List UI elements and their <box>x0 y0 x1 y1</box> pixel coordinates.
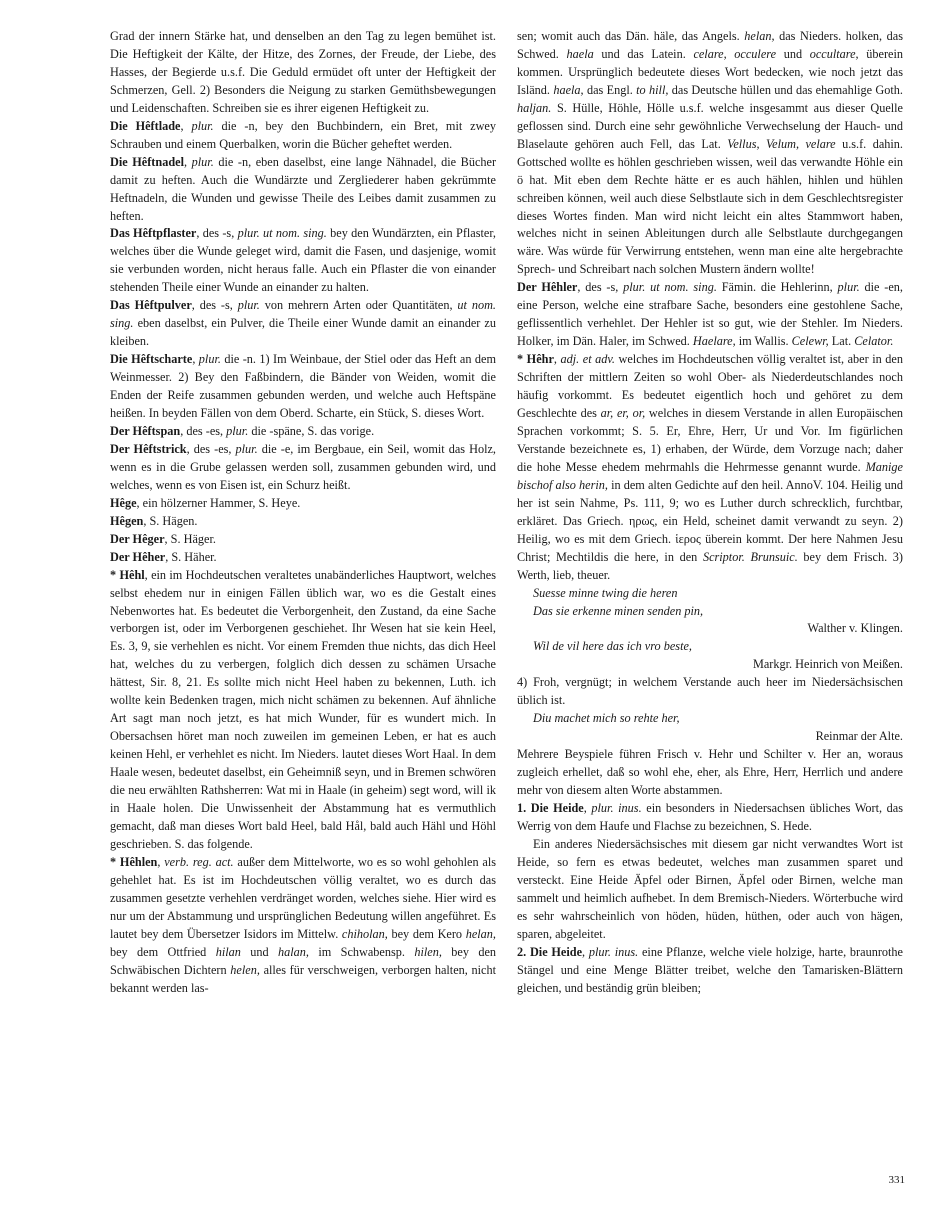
entry-text: , <box>553 352 561 367</box>
entry-text: die -n, bey den Buchbindern, ein Bret, mit zwey Schrauben und einem Querbalken, worin die Bücher geheftet werden. <box>110 118 496 151</box>
entry-headword: Das Hêftpflaster <box>110 226 197 241</box>
verse-line: Suesse minne twing die heren <box>533 585 678 600</box>
dictionary-entry <box>517 279 903 351</box>
verse-line: Diu machet mich so rehte her, <box>533 711 680 726</box>
entry-text: , <box>157 854 165 869</box>
entry-headword: 2. Die Heide <box>517 944 583 959</box>
entry-text: sen; womit auch das Dän. häle, das Angels. <box>517 29 745 43</box>
dictionary-entry <box>517 836 903 944</box>
dictionary-entry <box>110 549 496 567</box>
entry-text: die -en, eine Person, welche eine strafbare Sache, besonders eine gestohlene Sache, geflissentlich verhehlet. Der Hehler ist so gut, wie der Stehler. Im Nieders. Holker, im Dän. Haler, im Schwed. <box>517 280 903 349</box>
entry-text: bey dem Kero <box>387 926 466 941</box>
entry-text: Mehrere Beyspiele führen Frisch v. Hehr und Schilter v. Her an, woraus zugleich erhellet, daß so wohl ehe, eher, als Ehre, Herr, Herrlich und andere mehr von diesem alten Worte abstammen. <box>517 747 903 798</box>
dictionary-entry <box>110 28 496 118</box>
entry-text: in dem alten Gedichte auf den heil. AnnoV. 104. Heilig und her ist sein Nahme, Ps. 111, 9; wo es Luther durch schrecklich, furchtbar, erkläret. Das Griech. ηρως, ein Held, scheinet damit verwandt zu seyn. 2) Heilig, wo es mit dem Griech. ἱερος überein kommt. Der here Nahmen Jesu Christ; Mechtildis die here, in den <box>517 477 903 564</box>
entry-text: , des -s, <box>196 226 238 241</box>
dictionary-entry <box>517 746 903 800</box>
entry-text: im Schwabensp. <box>308 944 415 959</box>
entry-text: , <box>583 800 592 815</box>
entry-text: alles für verschweigen, verborgen halten, nicht bekannt werden las- <box>110 962 496 995</box>
verse-line: Das sie erkenne minen senden pin, <box>533 603 704 618</box>
italic-text: helan, <box>744 29 775 43</box>
italic-text: plur. <box>191 118 214 133</box>
entry-text: die -späne, S. das vorige. <box>248 423 375 438</box>
entry-headword: Hêge <box>110 495 137 510</box>
entry-headword: 1. Die Heide <box>517 800 584 815</box>
italic-text: plur. ut nom. sing. <box>623 280 717 295</box>
entry-text: bey den Wundärzten, ein Pflaster, welches über die Wunde geleget wird, damit die Fasen, und dasjenige, womit sie verbunden worden, nicht heraus falle. Auch ein Pflaster die von einander stehenden Theile einer Wunde an einander zu halten. <box>110 226 496 295</box>
entry-headword: Hêgen <box>110 513 144 528</box>
dictionary-entry <box>110 531 496 549</box>
dictionary-entry <box>110 225 496 297</box>
italic-text: Scriptor. Brunsuic. <box>702 549 798 564</box>
entry-headword: Der Hêftspan <box>110 423 181 438</box>
entry-text: überein kommen. Ursprünglich bedeutete dieses Wort bedecken, wie noch jetzt das Isländ. <box>517 46 904 97</box>
left-column <box>110 28 496 997</box>
entry-text: , <box>183 154 192 169</box>
entry-text: Grad der innern Stärke hat, und denselben an den Tag zu legen bemühet ist. Die Heftigkeit der Kälte, der Hitze, des Zornes, der Freude, der Liebe, des Hasses, der Begierde u.s.f. Die Geduld ermüdet oft unter der Heftigkeit der Schmerzen, Gell. 2) Besonders die Neigung zu starken Gemüthsbewegungen und Leidenschaften. Schreiben sie es ihrer eigenen Heftigkeit zu. <box>110 29 496 115</box>
verse-attribution: Markgr. Heinrich von Meißen. <box>752 657 903 672</box>
entry-headword: Der Hêftstrick <box>110 441 187 456</box>
entry-headword: * Hêhlen <box>110 854 158 869</box>
italic-text: hilen, <box>414 944 442 959</box>
entry-text: und <box>776 46 810 61</box>
dictionary-entry <box>110 297 496 351</box>
italic-text: plur. <box>235 441 258 456</box>
entry-text: Fämin. die Hehlerinn, <box>716 280 838 295</box>
entry-text: außer dem Mittelworte, wo es so wohl gehohlen als gehehlet hat. Es ist im Hochdeutschen völlig veraltet, wo es durch das zusammen gesetzte verhehlen verdränget worden, welches siehe. Hier wird es nur um der Abstammung und ursprünglichen Bedeutung willen angeführet. Es lautet bey dem Übersetzer Isidors im Mittelw. <box>110 854 497 941</box>
entry-text: , des -s, <box>577 280 624 295</box>
dictionary-entry <box>517 800 903 836</box>
italic-text: halan, <box>278 944 309 959</box>
italic-text: helan, <box>465 926 496 941</box>
entry-text: welches im Hochdeutschen völlig veraltet ist, aber in den Schriften der mittlern Zeiten so wohl Ober- als Niederdeutschlandes noch häufig vorkommt. Es bedeutet eigentlich hoch und gehöret zu dem Geschlechte des <box>517 352 903 421</box>
entry-headword: Das Hêftpulver <box>110 298 192 313</box>
italic-text: adj. et adv. <box>560 352 615 367</box>
entry-text: das Deutsche hüllen und das ehemahlige Goth. <box>668 82 903 97</box>
italic-text: haela <box>566 46 594 61</box>
italic-text: plur. inus. <box>588 944 639 959</box>
entry-text: und das Latein. <box>593 46 694 61</box>
entry-text: Lat. <box>828 334 855 349</box>
entry-text: die -e, im Bergbaue, ein Seil, womit das Holz, wenn es in die Grube gelassen werden soll, zusammen gebunden wird, und welches, wenn es von Eisen ist, ein Schurz heißt. <box>110 441 496 492</box>
italic-text: helen, <box>230 962 260 977</box>
entry-text: , ein im Hochdeutschen veraltetes unabänderliches Hauptwort, welches selbst ehedem nur in einigen Fällen üblich war, wo es die Gestalt eines Nebenwortes hat. Es bedeutet die Verborgenheit, den Zustand, da eine Sache verborgen ist, oder im Verborgenen geschiehet. Ihr Wesen hat sie kein Heel, Es. 3, 9, sie verhehlen es nicht. Vor einem Fremden thue nichts, das dich Heel hat, welches du zu verbergen, folglich dich dessen zu schämen Ursache hättest, Sir. 8, 21. Es sollte mich nicht Heel haben zu bekennen, Luth. ich wollte kein Bedenken tragen, mich nicht schämen zu bekennen. Auf ähnliche Art sagt man noch jetzt, es hat mich Wunder, für es wundert mich. In Obersachsen höret man noch zuweilen im gemeinen Leben, er hat es auch keinen Hehl, er verhehlet es nicht. Im Nieders. lautet dieses Wort Haal. In dem Haale wesen, bedeutet daselbst, ein Geheimniß seyn, und in Bremen schwören die neu erwählten Rathsherren: Wat mi in Haale (in geheim) segt word, will ik in Haale holen. Die Unwissenheit der Abstammung hat es vermuthlich gemacht, daß man dieses Wort bald Heel, bald Hål, bald auch Hähl und Höhl geschrieben. S. das folgende. <box>110 567 496 851</box>
entry-headword: Der Hêhler <box>517 280 578 295</box>
entry-text: Ein anderes Niedersächsisches mit diesem gar nicht verwandtes Wort ist Heide, so fern es etwas bedeutet, welches man zusammen sparet und versteckt. Eine Heide Äpfel oder Birnen, Äpfel oder Birnen, welche man sammelt und heimlich aufhebet. In dem Bremisch-Nieders. Wörterbuche wird es sehr wahrscheinlich von höden, hüden, hüthen, oder auch von hägen, sparen, abgeleitet. <box>517 836 903 941</box>
entry-text: die -n, eben daselbst, eine lange Nähnadel, die Bücher damit zu heften. Auch die Wundärzte und Zergliederer haben gekrümmte Heftnadeln, die Wunden und gewisse Theile des Leibes damit zusammen zu heften. <box>110 154 497 223</box>
italic-text: celare, occulere <box>693 46 777 61</box>
italic-text: Haelare, <box>692 334 736 349</box>
entry-headword: Der Hêger <box>110 531 165 546</box>
entry-text: von mehrern Arten oder Quantitäten, <box>259 298 458 313</box>
entry-text: , <box>582 944 589 959</box>
italic-text: haela, <box>553 82 584 97</box>
entry-text: das Engl. <box>583 82 637 97</box>
entry-text: eine Pflanze, welche viele holzige, harte, braunrothe Stängel und eine Menge Blätter treibet, welche den Tamarisken-Blättern gleichen, und beständig grün bleiben; <box>517 944 903 995</box>
dictionary-entry <box>110 495 496 513</box>
right-column <box>517 28 903 997</box>
italic-text: plur. <box>191 154 214 169</box>
entry-headword: Die Hêftlade <box>110 118 181 133</box>
entry-text: , des -es, <box>180 423 227 438</box>
entry-text: , des -es, <box>186 441 236 456</box>
dictionary-entry <box>110 118 496 154</box>
entry-text: bey dem Ottfried <box>110 944 216 959</box>
entry-text: das Nieders. holken, das Schwed. <box>517 29 903 61</box>
entry-text: u.s.f. dahin. Gottsched wollte es höhlen geschrieben wissen, weil das verwandte Höhle ein ö hat. Mit eben dem Rechte hätte er es auch hählen, hihlen und hühlen schreiben können, weil auch diese Selbstlaute sich in dem Geschlechtsregister dieses Wortes finden. Man wird nicht leicht ein altes Stammwort haben, welches nicht in seinen Ableitungen durch alle Selbstlaute durchgegangen wäre. Was würde für Verwirrung entstehen, wenn man eine alte hergebrachte Sprech- und Schreibart nach solchen Mustern ändern wollte! <box>517 136 903 277</box>
page-number: 331 <box>888 1174 905 1186</box>
italic-text: chiholan, <box>341 926 388 941</box>
italic-text: plur. inus. <box>591 800 642 815</box>
entry-text: 4) Froh, vergnügt; in welchem Verstande auch heer im Niedersächsischen üblich ist. <box>517 675 903 708</box>
entry-text: , <box>192 352 199 367</box>
italic-text: plur. <box>237 298 260 313</box>
dictionary-entry <box>517 674 903 710</box>
italic-text: ut nom. sing. <box>110 298 496 331</box>
entry-text: im Wallis. <box>735 334 792 349</box>
entry-text: eben daselbst, ein Pulver, die Theile einer Wunde damit an einander zu kleiben. <box>110 316 496 349</box>
italic-text: Vellus, Velum, velare <box>727 136 836 151</box>
dictionary-entry <box>517 351 903 584</box>
entry-headword: Die Hêftnadel <box>110 154 184 169</box>
dictionary-entry <box>517 28 903 279</box>
entry-headword: * Hêhl <box>110 567 145 582</box>
dictionary-entry <box>110 513 496 531</box>
dictionary-entry <box>110 567 496 854</box>
italic-text: Celewr, <box>791 334 829 349</box>
entry-text: , S. Hägen. <box>143 513 198 528</box>
entry-headword: Die Hêftscharte <box>110 352 193 367</box>
entry-text: bey dem Frisch. 3) Werth, lieb, theuer. <box>517 549 904 582</box>
verse-line: Wil de vil here das ich vro beste, <box>533 639 692 654</box>
entry-text: , des -s, <box>191 298 238 313</box>
italic-text: occultare, <box>809 46 859 61</box>
dictionary-entry <box>110 854 496 998</box>
entry-text: die -n. 1) Im Weinbaue, der Stiel oder das Heft an dem Weinmesser. 2) Bey den Faßbindern, die Bänder von Weiden, womit die Enden der Reife zusammen gebunden werden, und welche auch Heftspäne heißen. In beyden Fällen von dem Oberd. Scharte, ein Stück, S. dieses Wort. <box>110 352 496 421</box>
italic-text: plur. <box>837 280 860 295</box>
italic-text: Manige bischof also herin, <box>517 459 903 492</box>
dictionary-entry <box>517 944 903 998</box>
entry-text: , S. Häher. <box>165 549 217 564</box>
italic-text: plur. ut nom. sing. <box>237 226 327 241</box>
italic-text: haljan. <box>517 100 552 115</box>
italic-text: hilan <box>215 944 241 959</box>
entry-text: , S. Häger. <box>164 531 216 546</box>
entry-text: welches in diesem Verstande in allen Europäischen Sprachen vorkommt; S. 5. Er, Ehre, Herr, Ur und Vor. Im figürlichen Verstande bezeichnete es, 1) erhaben, der Würde, dem Vorzuge nach; daher die hohe Messe ehedem mehrmahls die Hehrmesse genannt wurde. <box>517 406 904 474</box>
entry-text: , <box>180 118 192 133</box>
italic-text: plur. <box>226 423 249 438</box>
entry-text: S. Hülle, Höhle, Hölle u.s.f. welche insgesammt aus dieser Quelle geflossen sind. Durch eine sehr gewöhnliche Verwechselung der Hauch- und Blaselaute gehören auch Fell, das Lat. <box>517 100 903 151</box>
verse-attribution: Walther v. Klingen. <box>807 621 903 636</box>
entry-text: bey den Schwäbischen Dichtern <box>110 944 497 977</box>
entry-headword: Der Hêher <box>110 549 166 564</box>
dictionary-entry <box>110 441 496 495</box>
entry-text: , ein hölzerner Hammer, S. Heye. <box>136 495 301 510</box>
entry-text: ein besonders in Niedersachsen übliches Wort, das Werrig von dem Haufe und Flachse zu bezeichnen, S. Hede. <box>517 800 904 833</box>
dictionary-entry <box>110 423 496 441</box>
italic-text: Celator. <box>854 334 894 349</box>
italic-text: ar, er, or, <box>600 406 646 421</box>
dictionary-entry <box>110 351 496 423</box>
dictionary-entry <box>110 154 496 226</box>
italic-text: plur. <box>198 352 221 367</box>
italic-text: verb. reg. act. <box>164 854 234 869</box>
entry-headword: * Hêhr <box>517 352 554 367</box>
italic-text: to hill, <box>636 82 669 97</box>
entry-text: und <box>240 944 278 959</box>
verse-attribution: Reinmar der Alte. <box>815 729 903 744</box>
